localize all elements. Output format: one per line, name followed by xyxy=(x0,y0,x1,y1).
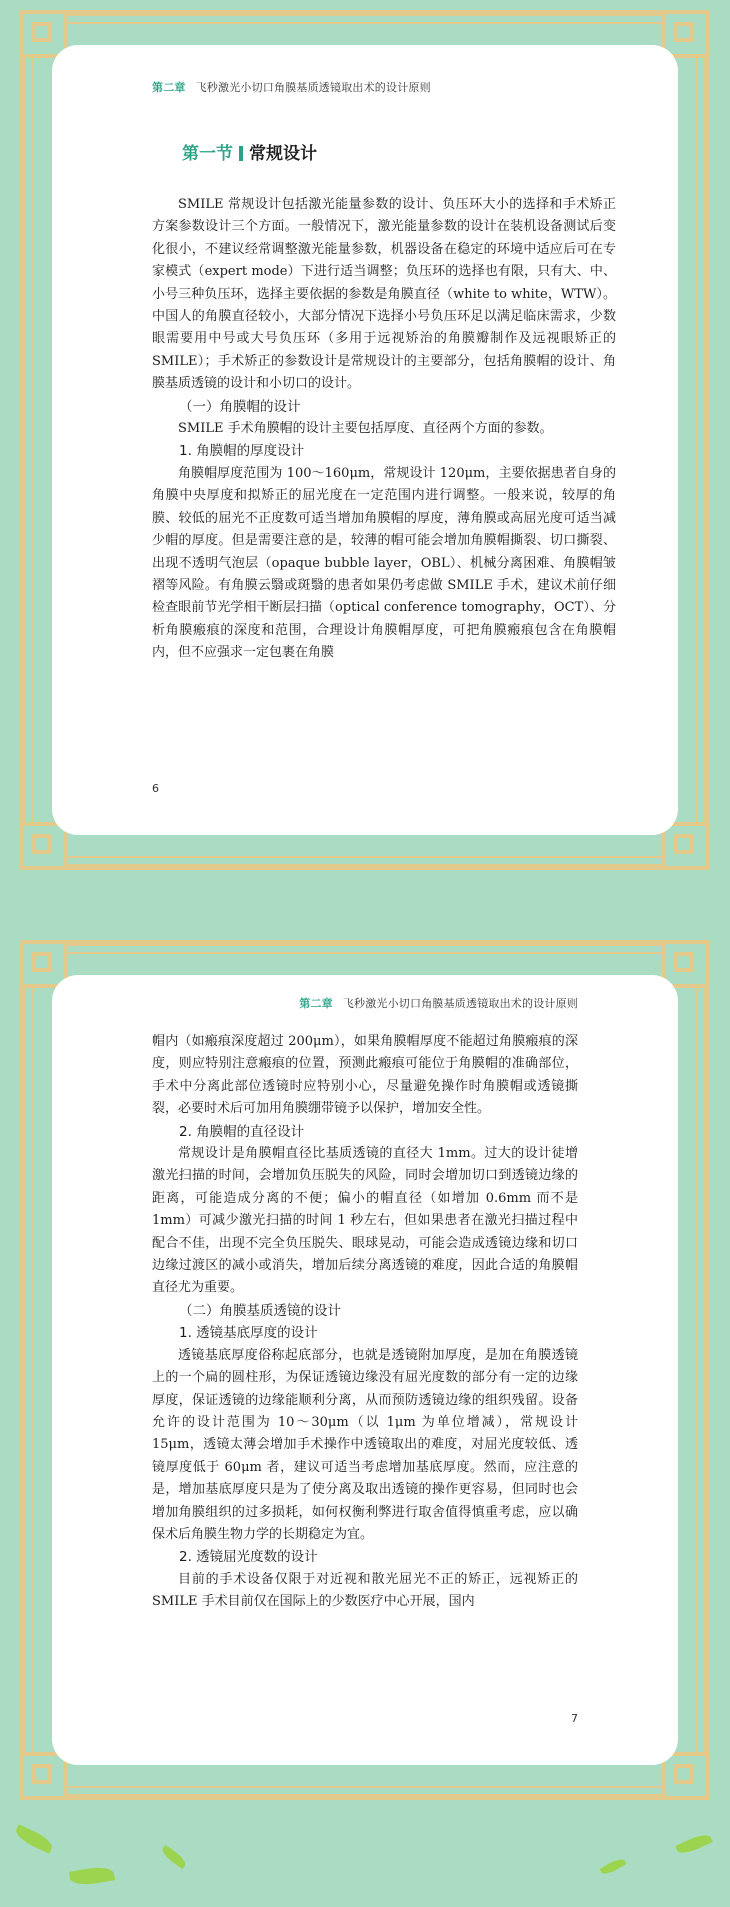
item-heading: 2. 透镜屈光度数的设计 xyxy=(179,1549,318,1566)
item-heading: 2. 角膜帽的直径设计 xyxy=(179,1123,305,1140)
section-number: 第一节 xyxy=(182,144,233,164)
header-chapter: 第二章 xyxy=(152,81,186,94)
page-body xyxy=(152,1031,578,1614)
running-header xyxy=(152,995,578,1011)
leaf-decoration xyxy=(599,1856,626,1877)
subsection-heading: （二）角膜基质透镜的设计 xyxy=(179,1302,341,1319)
header-title: 飞秒激光小切口角膜基质透镜取出术的设计原则 xyxy=(342,997,578,1010)
section-heading xyxy=(182,139,616,164)
paragraph: 常规设计是角膜帽直径比基质透镜的直径大 1mm。过大的设计徒增激光扫描的时间，会增加负压脱失的风险，同时会增加切口到透镜边缘的距离，可能造成分离的不便；偏小的帽直径（如增加 0.6mm 而不是 1mm）可减少激光扫描的时间 1 秒左右，但如果患者在激光扫描过程中配合不佳，出现不完全负压脱失、眼球晃动，可能会造成透镜边缘和切口边缘过渡区的减小或消失，增加后续分离透镜的难度，因此合适的角膜帽直径尤为重要。 xyxy=(152,1146,578,1296)
page-number: 7 xyxy=(571,1712,578,1725)
leaf-decoration xyxy=(69,1864,115,1887)
paragraph: 透镜基底厚度俗称起底部分，也就是透镜附加厚度，是加在角膜透镜上的一个扁的圆柱形，为保证透镜边缘没有屈光度数的部分有一定的边缘厚度，保证透镜的边缘能顺利分离，从而预防透镜边缘的组织残留。设备允许的设计范围为 10～30μm（以 1μm 为单位增减），常规设计 15μm，透镜太薄会增加手术操作中透镜取出的难度，对屈光度较低、透镜厚度低于 60μm 者，建议可适当考虑增加基底厚度。然而，应注意的是，增加基底厚度只是为了使分离及取出透镜的操作更容易，但同时也会增加角膜组织的过多损耗，如何权衡利弊进行取舍值得慎重考虑，应以确保术后角膜生物力学的长期稳定为宜。 xyxy=(152,1347,578,1542)
frame-corner-ornament xyxy=(662,1752,710,1800)
header-title: 飞秒激光小切口角膜基质透镜取出术的设计原则 xyxy=(195,81,431,94)
book-page-7 xyxy=(52,975,678,1765)
header-chapter: 第二章 xyxy=(299,997,333,1010)
page-body xyxy=(152,194,616,665)
continued-paragraph: 帽内（如瘢痕深度超过 200μm），如果角膜帽厚度不能超过角膜瘢痕的深度，则应特别注意瘢痕的位置，预测此瘢痕可能位于角膜帽的准确部位，手术中分离此部位透镜时应特别小心，尽量避免操作时角膜帽或透镜撕裂，必要时术后可加用角膜绷带镜予以保护，增加安全性。 xyxy=(152,1034,578,1117)
book-page-6 xyxy=(52,45,678,835)
item-heading: 1. 角膜帽的厚度设计 xyxy=(179,443,305,460)
frame-corner-ornament xyxy=(662,822,710,870)
section-title: 常规设计 xyxy=(249,144,317,164)
item-heading: 1. 透镜基底厚度的设计 xyxy=(179,1325,318,1342)
intro-paragraph: SMILE 常规设计包括激光能量参数的设计、负压环大小的选择和手术矫正方案参数设计三个方面。一般情况下，激光能量参数的设计在装机设备测试后变化很小，不建议经常调整激光能量参数，机器设备在稳定的环境中适应后可在专家模式（expert mode）下进行适当调整；负压环的选择也有限，只有大、中、小号三种负压环，选择主要依据的参数是角膜直径（white to white，WTW）。中国人的角膜直径较小，大部分情况下选择小号负压环足以满足临床需求，少数眼需要用中号或大号负压环（多用于远视矫治的角膜瓣制作及远视眼矫正的 SMILE）；手术矫正的参数设计是常规设计的主要部分，包括角膜帽的设计、角膜基质透镜的设计和小切口的设计。 xyxy=(152,197,616,392)
page-number: 6 xyxy=(152,782,159,795)
paragraph: SMILE 手术角膜帽的设计主要包括厚度、直径两个方面的参数。 xyxy=(178,421,553,437)
running-header xyxy=(152,79,616,95)
paragraph: 目前的手术设备仅限于对近视和散光屈光不正的矫正，远视矫正的 SMILE 手术目前仅在国际上的少数医疗中心开展，国内 xyxy=(152,1571,578,1610)
section-bar-decoration xyxy=(239,146,243,161)
leaf-decoration xyxy=(675,1831,713,1857)
leaf-decoration xyxy=(13,1824,55,1854)
leaf-decoration xyxy=(160,1845,189,1869)
subsection-heading: （一）角膜帽的设计 xyxy=(179,398,301,415)
paragraph: 角膜帽厚度范围为 100～160μm，常规设计 120μm，主要依据患者自身的角膜中央厚度和拟矫正的屈光度在一定范围内进行调整。一般来说，较厚的角膜、较低的屈光不正度数可适当增加角膜帽的厚度，薄角膜或高屈光度可适当减少帽的厚度。但是需要注意的是，较薄的帽可能会增加角膜帽撕裂、切口撕裂、出现不透明气泡层（opaque bubble layer，OBL）、机械分离困难、角膜帽皱褶等风险。有角膜云翳或斑翳的患者如果仍考虑做 SMILE 手术，建议术前仔细检查眼前节光学相干断层扫描（optical conference tomography，OCT）、分析角膜瘢痕的深度和范围，合理设计角膜帽厚度，可把角膜瘢痕包含在角膜帽内，但不应强求一定包裹在角膜 xyxy=(152,465,616,661)
